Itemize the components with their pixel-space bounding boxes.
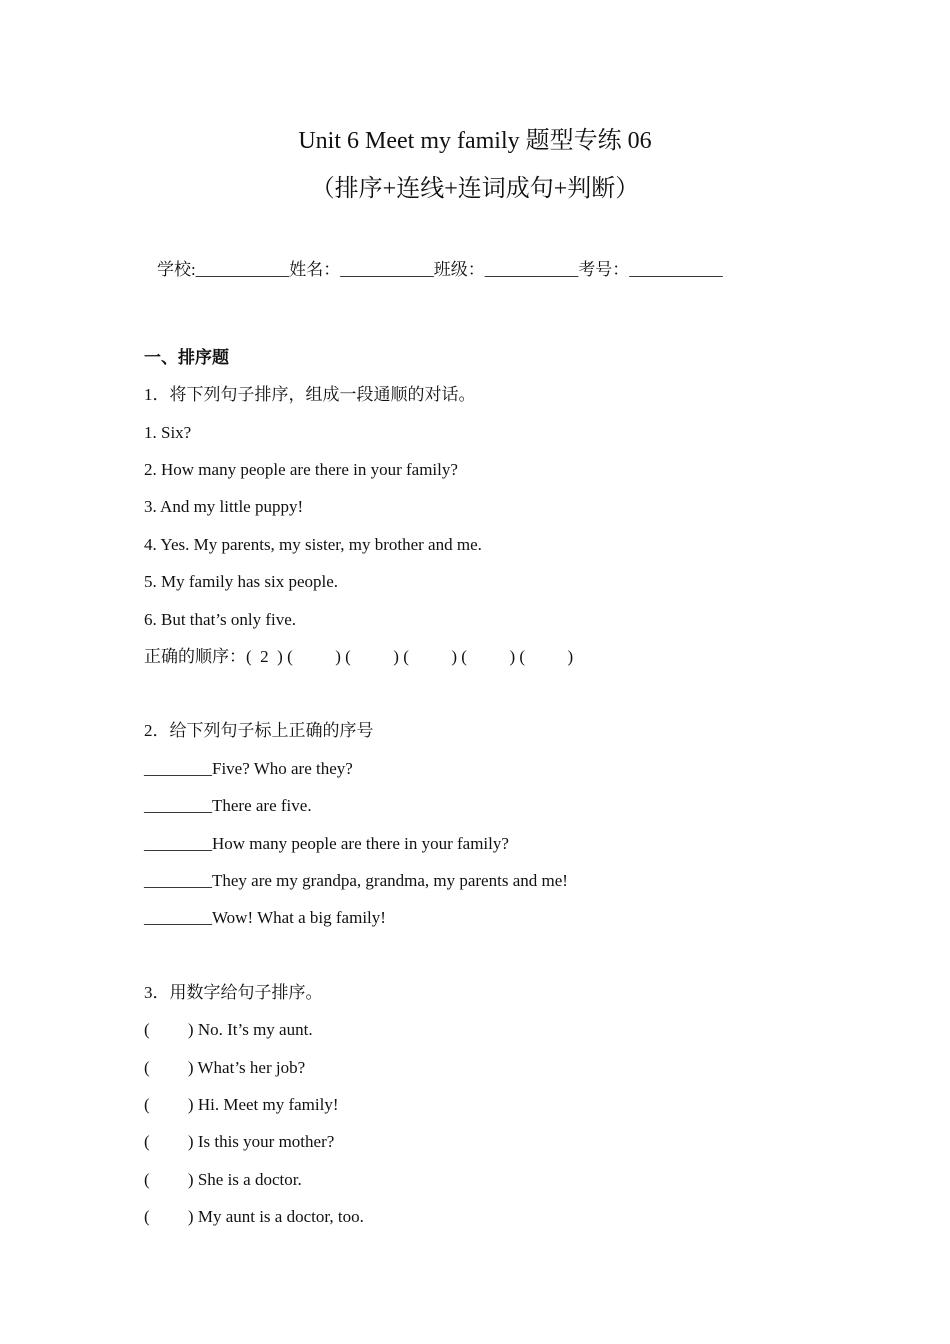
q3-item[interactable]: ( ) Hi. Meet my family! [144, 1095, 339, 1114]
q3-item[interactable]: ( ) My aunt is a doctor, too. [144, 1207, 364, 1226]
q1-item: 5. My family has six people. [144, 572, 339, 591]
q1-item: 4. Yes. My parents, my sister, my brother and me. [144, 535, 482, 554]
q1-item: 3. And my little puppy! [144, 497, 304, 516]
question-3-prompt: 3．用数字给句子排序。 [144, 983, 323, 1002]
q3-item[interactable]: ( ) No. It’s my aunt. [144, 1020, 313, 1039]
q1-answer-line[interactable]: 正确的顺序：( 2 ) ( ) ( ) ( ) ( ) ( ) [144, 647, 574, 666]
q1-item: 6. But that’s only five. [144, 610, 297, 629]
document-subtitle: （排序+连线+连词成句+判断） [310, 176, 640, 202]
q1-item: 1. Six? [144, 423, 192, 442]
question-1-prompt: 1．将下列句子排序，组成一段通顺的对话。 [144, 385, 476, 404]
document-title: Unit 6 Meet my family 题型专练 06 [298, 128, 652, 154]
section-heading: 一、排序题 [144, 348, 229, 367]
student-info-line: 学校:___________姓名：___________班级：___________考号：___________ [157, 260, 723, 279]
q2-item[interactable]: ________Wow! What a big family! [144, 908, 386, 927]
q2-item[interactable]: ________Five? Who are they? [144, 759, 353, 778]
q3-item[interactable]: ( ) Is this your mother? [144, 1132, 335, 1151]
q1-item: 2. How many people are there in your family? [144, 460, 458, 479]
question-2-prompt: 2．给下列句子标上正确的序号 [144, 721, 374, 740]
q2-item[interactable]: ________There are five. [144, 796, 312, 815]
q2-item[interactable]: ________How many people are there in your family? [144, 834, 509, 853]
q3-item[interactable]: ( ) What’s her job? [144, 1058, 306, 1077]
q3-item[interactable]: ( ) She is a doctor. [144, 1170, 302, 1189]
q2-item[interactable]: ________They are my grandpa, grandma, my parents and me! [144, 871, 568, 890]
